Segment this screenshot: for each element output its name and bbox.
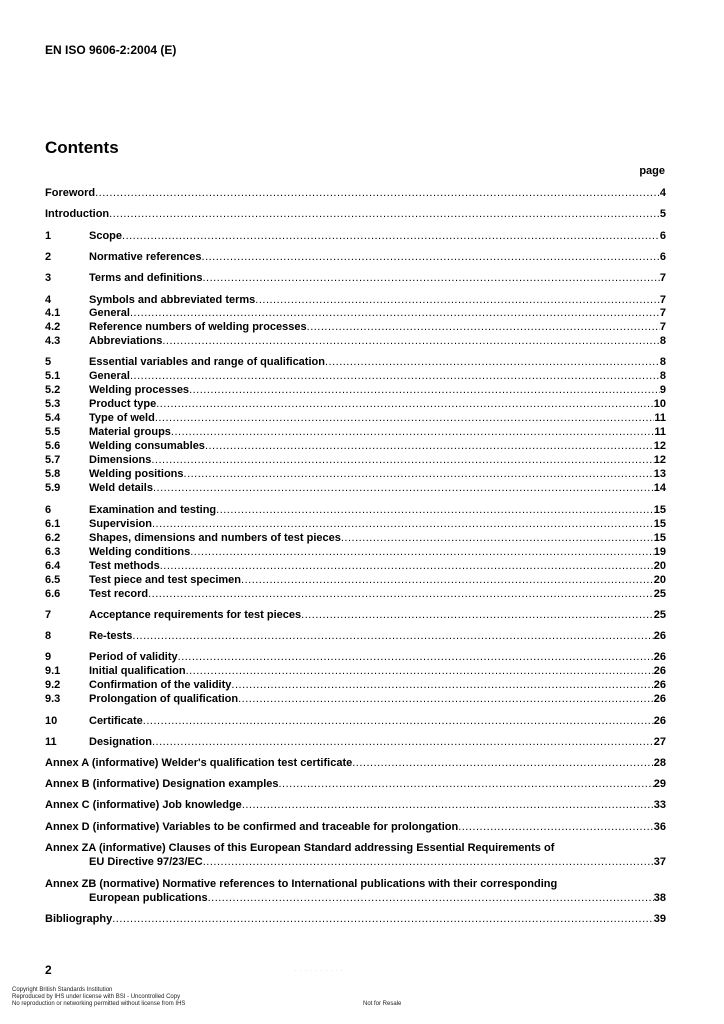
- toc-entry[interactable]: [45, 425, 666, 439]
- toc-entry[interactable]: [45, 735, 666, 749]
- toc-entry[interactable]: [45, 531, 666, 545]
- toc-entry[interactable]: [45, 664, 666, 678]
- dot-leader: [95, 186, 660, 200]
- toc-entry[interactable]: [45, 320, 666, 334]
- dot-leader: [152, 517, 654, 531]
- toc-entry-title: Symbols and abbreviated terms: [89, 294, 256, 306]
- toc-entry-page: 38: [653, 892, 666, 904]
- toc-entry-page: 8: [659, 335, 666, 347]
- toc-entry-title: Annex A (informative) Welder's qualification test certificate: [45, 757, 353, 769]
- toc-entry-page: 29: [653, 778, 666, 790]
- toc-entry-number: 5.7: [45, 454, 61, 466]
- toc-entry-title: Foreword: [45, 187, 96, 199]
- toc-entry[interactable]: [45, 629, 666, 643]
- dot-leader: [148, 587, 654, 601]
- toc-entry-title: General: [89, 370, 130, 382]
- toc-entry-page: 25: [653, 588, 666, 600]
- dot-leader: [155, 411, 655, 425]
- toc-entry-title: Welding processes: [89, 384, 190, 396]
- toc-entry-page: 9: [659, 384, 666, 396]
- dot-leader: [241, 573, 654, 587]
- toc-entry-page: 26: [653, 665, 666, 677]
- toc-entry[interactable]: [45, 369, 666, 383]
- toc-entry-title: Designation: [89, 736, 152, 748]
- dot-leader: [186, 664, 654, 678]
- toc-entry-title: Terms and definitions: [89, 272, 203, 284]
- toc-entry-title: European publications: [89, 892, 208, 904]
- toc-entry[interactable]: [45, 912, 666, 926]
- dot-leader: [109, 207, 660, 221]
- dot-leader: [143, 714, 654, 728]
- toc-entry-title: Initial qualification: [89, 665, 186, 677]
- toc-entry[interactable]: [45, 467, 666, 481]
- toc-entry-page: 11: [654, 426, 666, 438]
- page-column-label: page: [639, 165, 665, 177]
- toc-entry-page: 26: [653, 693, 666, 705]
- toc-entry-title: Material groups: [89, 426, 171, 438]
- dot-leader: [130, 369, 660, 383]
- dot-leader: [458, 820, 654, 834]
- toc-entry-number: 4.3: [45, 335, 61, 347]
- toc-entry-title: Essential variables and range of qualification: [89, 356, 325, 368]
- toc-entry[interactable]: [45, 573, 666, 587]
- toc-entry-title: Introduction: [45, 208, 110, 220]
- dot-leader: [153, 481, 654, 495]
- toc-entry-title: Reference numbers of welding processes: [89, 321, 307, 333]
- toc-entry[interactable]: [45, 481, 666, 495]
- dot-leader: [152, 735, 654, 749]
- toc-entry-number: 2: [45, 251, 52, 263]
- toc-entry-number: 5.4: [45, 412, 61, 424]
- toc-entry-number: 6: [45, 504, 52, 516]
- toc-entry-page: 15: [653, 532, 666, 544]
- dot-leader: [184, 467, 654, 481]
- dot-leader: [203, 855, 654, 869]
- toc-entry-number: 9.2: [45, 679, 61, 691]
- dot-leader: [189, 383, 660, 397]
- toc-entry-number: 5.2: [45, 384, 61, 396]
- toc-entry-number: 5.1: [45, 370, 61, 382]
- toc-entry-page: 14: [653, 482, 666, 494]
- dot-leader: [279, 777, 654, 791]
- toc-entry[interactable]: [45, 650, 666, 664]
- toc-entry-number: 4: [45, 294, 52, 306]
- dot-leader: [205, 439, 654, 453]
- toc-annex-heading[interactable]: Annex ZA (informative) Clauses of this European Standard addressing Essential Requirements of: [45, 842, 555, 854]
- dot-leader: [231, 678, 653, 692]
- toc-entry-page: 20: [653, 560, 666, 572]
- copyright-line: Reproduced by IHS under license with BSI - Uncontrolled Copy: [12, 994, 181, 1000]
- toc-entry[interactable]: [45, 798, 666, 812]
- toc-entry-title: Welding conditions: [89, 546, 191, 558]
- copyright-notice: [12, 987, 185, 1008]
- toc-entry[interactable]: [45, 186, 666, 200]
- toc-entry[interactable]: [45, 293, 666, 307]
- toc-entry-page: 7: [659, 294, 666, 306]
- toc-entry-title: Confirmation of the validity: [89, 679, 232, 691]
- toc-entry-title: Annex C (informative) Job knowledge: [45, 799, 242, 811]
- toc-entry-page: 10: [653, 398, 666, 410]
- toc-entry[interactable]: [45, 855, 666, 869]
- toc-entry-title: Supervision: [89, 518, 152, 530]
- toc-entry-number: 6.5: [45, 574, 61, 586]
- dot-leader: [352, 756, 654, 770]
- toc-entry-number: 5.6: [45, 440, 61, 452]
- toc-entry-title: Product type: [89, 398, 157, 410]
- toc-entry-page: 12: [653, 454, 666, 466]
- toc-entry-page: 26: [653, 715, 666, 727]
- toc-entry-page: 27: [653, 736, 666, 748]
- toc-entry-number: 5.3: [45, 398, 61, 410]
- dot-leader: [202, 250, 660, 264]
- toc-entry-number: 1: [45, 230, 52, 242]
- toc-entry[interactable]: [45, 678, 666, 692]
- toc-entry-title: Annex D (informative) Variables to be confirmed and traceable for prolongation: [45, 821, 459, 833]
- toc-entry-number: 9: [45, 651, 52, 663]
- dot-leader: [132, 629, 653, 643]
- toc-entry-page: 7: [659, 321, 666, 333]
- toc-entry-page: 33: [653, 799, 666, 811]
- toc-entry-page: 39: [653, 913, 666, 925]
- toc-entry[interactable]: [45, 411, 666, 425]
- toc-entry-title: Test methods: [89, 560, 160, 572]
- toc-entry-number: 7: [45, 609, 52, 621]
- toc-entry-page: 13: [653, 468, 666, 480]
- toc-entry-page: 12: [653, 440, 666, 452]
- toc-entry-number: 9.3: [45, 693, 61, 705]
- toc-entry-title: Re-tests: [89, 630, 133, 642]
- toc-entry-page: 5: [659, 208, 666, 220]
- toc-entry-page: 6: [659, 230, 666, 242]
- copyright-line: Copyright British Standards Institution: [12, 987, 113, 993]
- page-number: 2: [45, 963, 52, 977]
- toc-entry[interactable]: [45, 383, 666, 397]
- toc-entry[interactable]: [45, 439, 666, 453]
- toc-entry[interactable]: [45, 397, 666, 411]
- toc-entry-title: General: [89, 307, 130, 319]
- toc-entry-number: 6.1: [45, 518, 61, 530]
- toc-entry-page: 6: [659, 251, 666, 263]
- toc-entry-number: 5.5: [45, 426, 61, 438]
- dot-leader: [130, 306, 660, 320]
- toc-entry-page: 7: [659, 272, 666, 284]
- toc-entry[interactable]: [45, 334, 666, 348]
- dot-leader: [202, 271, 659, 285]
- toc-annex-heading[interactable]: Annex ZB (normative) Normative references to International publications with their corresponding: [45, 878, 558, 890]
- toc-entry-page: 26: [653, 651, 666, 663]
- toc-entry-title: Bibliography: [45, 913, 113, 925]
- toc-entry-title: Period of validity: [89, 651, 178, 663]
- dot-leader: [307, 320, 660, 334]
- toc-entry-title: Welding consumables: [89, 440, 205, 452]
- toc-entry[interactable]: [45, 271, 666, 285]
- toc-entry[interactable]: [45, 306, 666, 320]
- toc-entry-number: 4.1: [45, 307, 61, 319]
- dot-leader: [112, 912, 654, 926]
- dot-leader: [208, 891, 654, 905]
- toc-entry-page: 7: [659, 307, 666, 319]
- toc-entry-number: 11: [45, 736, 57, 748]
- toc-entry-page: 26: [653, 679, 666, 691]
- toc-entry-page: 37: [653, 856, 666, 868]
- toc-entry-number: 10: [45, 715, 58, 727]
- toc-entry-number: 5.8: [45, 468, 61, 480]
- toc-entry[interactable]: [45, 453, 666, 467]
- toc-entry[interactable]: [45, 587, 666, 601]
- toc-entry-number: 5.9: [45, 482, 61, 494]
- toc-entry-page: 4: [659, 187, 666, 199]
- toc-entry-title: Welding positions: [89, 468, 184, 480]
- toc-entry[interactable]: [45, 777, 666, 791]
- toc-entry[interactable]: [45, 207, 666, 221]
- toc-entry-title: Acceptance requirements for test pieces: [89, 609, 302, 621]
- toc-entry-title: Examination and testing: [89, 504, 217, 516]
- toc-entry[interactable]: [45, 559, 666, 573]
- toc-entry-page: 25: [653, 609, 666, 621]
- toc-entry-title: Scope: [89, 230, 123, 242]
- dot-leader: [190, 545, 654, 559]
- toc-entry-number: 9.1: [45, 665, 61, 677]
- dot-leader: [151, 453, 653, 467]
- toc-entry-title: Normative references: [89, 251, 202, 263]
- toc-entry[interactable]: [45, 692, 666, 706]
- toc-entry[interactable]: [45, 355, 666, 369]
- toc-entry-number: 6.6: [45, 588, 61, 600]
- document-header: EN ISO 9606-2:2004 (E): [45, 43, 177, 57]
- dot-leader: [178, 650, 654, 664]
- toc-entry-number: 6.4: [45, 560, 61, 572]
- toc-entry-title: Test piece and test specimen: [89, 574, 242, 586]
- toc-entry-page: 8: [659, 370, 666, 382]
- dot-leader: [242, 798, 654, 812]
- toc-entry-title: Prolongation of qualification: [89, 693, 239, 705]
- toc-entry-title: Dimensions: [89, 454, 152, 466]
- toc-entry-page: 20: [653, 574, 666, 586]
- toc-entry-title: Shapes, dimensions and numbers of test pieces: [89, 532, 341, 544]
- copyright-line: No reproduction or networking permitted without license from IHS: [12, 1001, 186, 1007]
- toc-entry-number: 5: [45, 356, 52, 368]
- toc-entry[interactable]: [45, 891, 666, 905]
- toc-entry-page: 26: [653, 630, 666, 642]
- toc-entry-title: Certificate: [89, 715, 143, 727]
- toc-entry[interactable]: [45, 503, 666, 517]
- toc-entry-title: Annex B (informative) Designation examples: [45, 778, 279, 790]
- toc-entry-title: Type of weld: [89, 412, 155, 424]
- toc-entry-title: Test record: [89, 588, 149, 600]
- toc-entry-page: 15: [653, 518, 666, 530]
- dot-leader: [171, 425, 654, 439]
- toc-entry-page: 19: [653, 546, 666, 558]
- toc-entry-page: 15: [653, 504, 666, 516]
- toc-entry-title: Weld details: [89, 482, 153, 494]
- dot-leader: [162, 334, 660, 348]
- toc-entry-page: 11: [654, 412, 666, 424]
- toc-entry[interactable]: [45, 714, 666, 728]
- toc-entry[interactable]: [45, 229, 666, 243]
- dot-leader: [216, 503, 654, 517]
- toc-entry-title: Abbreviations: [89, 335, 163, 347]
- dot-leader: [238, 692, 654, 706]
- toc-entry-page: 36: [653, 821, 666, 833]
- resale-notice: Not for Resale: [363, 1001, 402, 1007]
- page-title: Contents: [45, 138, 119, 157]
- faint-mark: · · · · · · · · · ·: [295, 968, 344, 974]
- toc-entry-number: 4.2: [45, 321, 61, 333]
- toc-entry-number: 8: [45, 630, 52, 642]
- toc-entry-number: 6.3: [45, 546, 61, 558]
- toc-entry[interactable]: [45, 545, 666, 559]
- toc-entry-number: 3: [45, 272, 52, 284]
- dot-leader: [156, 397, 654, 411]
- dot-leader: [160, 559, 654, 573]
- dot-leader: [325, 355, 660, 369]
- toc-entry-page: 28: [653, 757, 666, 769]
- dot-leader: [341, 531, 654, 545]
- toc-entry[interactable]: [45, 517, 666, 531]
- toc-entry[interactable]: [45, 820, 666, 834]
- dot-leader: [301, 608, 654, 622]
- dot-leader: [255, 293, 660, 307]
- toc-entry-number: 6.2: [45, 532, 61, 544]
- toc-entry[interactable]: [45, 250, 666, 264]
- toc-entry-title: EU Directive 97/23/EC: [89, 856, 203, 868]
- toc-entry[interactable]: [45, 756, 666, 770]
- dot-leader: [122, 229, 660, 243]
- toc-entry-page: 8: [659, 356, 666, 368]
- toc-entry[interactable]: [45, 608, 666, 622]
